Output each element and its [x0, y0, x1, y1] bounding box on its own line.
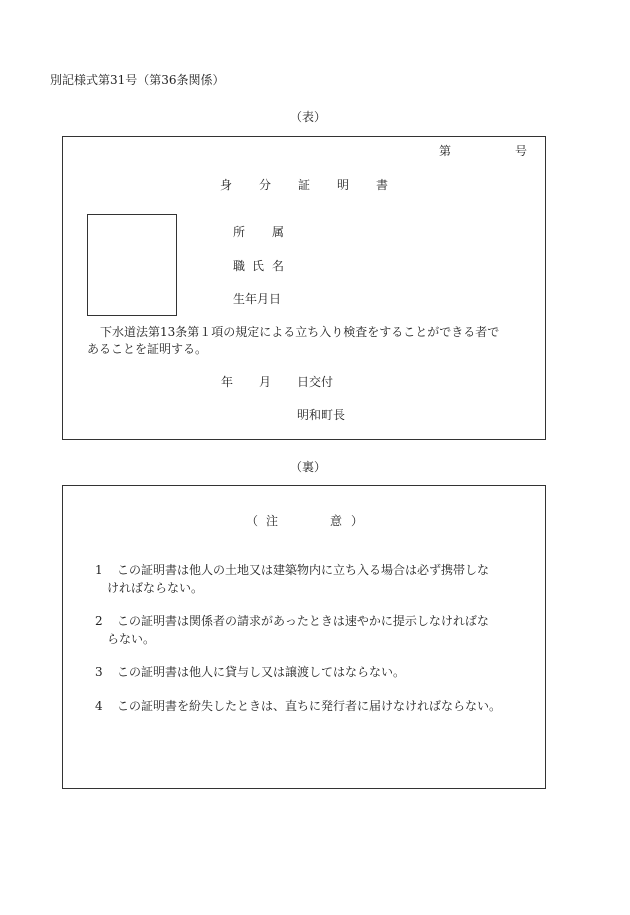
- notice-heading-char-2: 意: [330, 514, 343, 528]
- note-line-1: この証明書は他人に貸与し又は譲渡してはならない。: [117, 665, 406, 679]
- back-label: （裏）: [290, 460, 327, 474]
- note-number: 3: [95, 665, 103, 679]
- note-line-2: らない。: [107, 632, 156, 646]
- issue-date-day: 日交付: [297, 375, 334, 389]
- note-item-1: [95, 561, 545, 597]
- note-line-2: ければならない。: [107, 581, 204, 595]
- form-title: 別記様式第31号（第36条関係）: [50, 73, 225, 87]
- note-line-1: この証明書を紛失したときは、直ちに発行者に届けなければならない。: [117, 699, 502, 713]
- note-item-2: [95, 612, 545, 648]
- number-go: 号: [515, 144, 528, 158]
- issue-date-month: 月: [259, 375, 272, 389]
- issue-date-year: 年: [221, 375, 234, 389]
- doc-title-char-3: 証: [298, 178, 311, 192]
- doc-title-char-1: 身: [220, 178, 233, 192]
- front-label: （表）: [290, 110, 327, 124]
- note-item-3: [95, 663, 545, 681]
- issuer: 明和町長: [297, 408, 346, 422]
- certification-line-2: あることを証明する。: [87, 342, 208, 356]
- note-number: 1: [95, 563, 103, 577]
- photo-box: [87, 214, 177, 316]
- field-position-name-char-2: 氏: [252, 259, 265, 273]
- note-number: 2: [95, 614, 103, 628]
- field-birthdate: 生年月日: [233, 292, 282, 306]
- certification-line-1: 下水道法第13条第１項の規定による立ち入り検査をすることができる者で: [100, 325, 500, 339]
- field-affiliation-char-2: 属: [272, 225, 285, 239]
- notice-heading-open: （: [246, 514, 259, 528]
- field-affiliation-char-1: 所: [233, 225, 246, 239]
- note-line-1: この証明書は他人の土地又は建築物内に立ち入る場合は必ず携帯しな: [117, 563, 490, 577]
- doc-title-char-4: 明: [337, 178, 350, 192]
- doc-title-char-5: 書: [376, 178, 389, 192]
- field-position-name-char-3: 名: [272, 259, 285, 273]
- number-dai: 第: [439, 144, 452, 158]
- note-number: 4: [95, 699, 103, 713]
- field-position-name-char-1: 職: [233, 259, 246, 273]
- notice-heading-close: ）: [351, 514, 364, 528]
- notice-heading-char-1: 注: [266, 514, 279, 528]
- note-line-1: この証明書は関係者の請求があったときは速やかに提示しなければな: [117, 614, 489, 628]
- doc-title-char-2: 分: [259, 178, 272, 192]
- note-item-4: [95, 697, 545, 715]
